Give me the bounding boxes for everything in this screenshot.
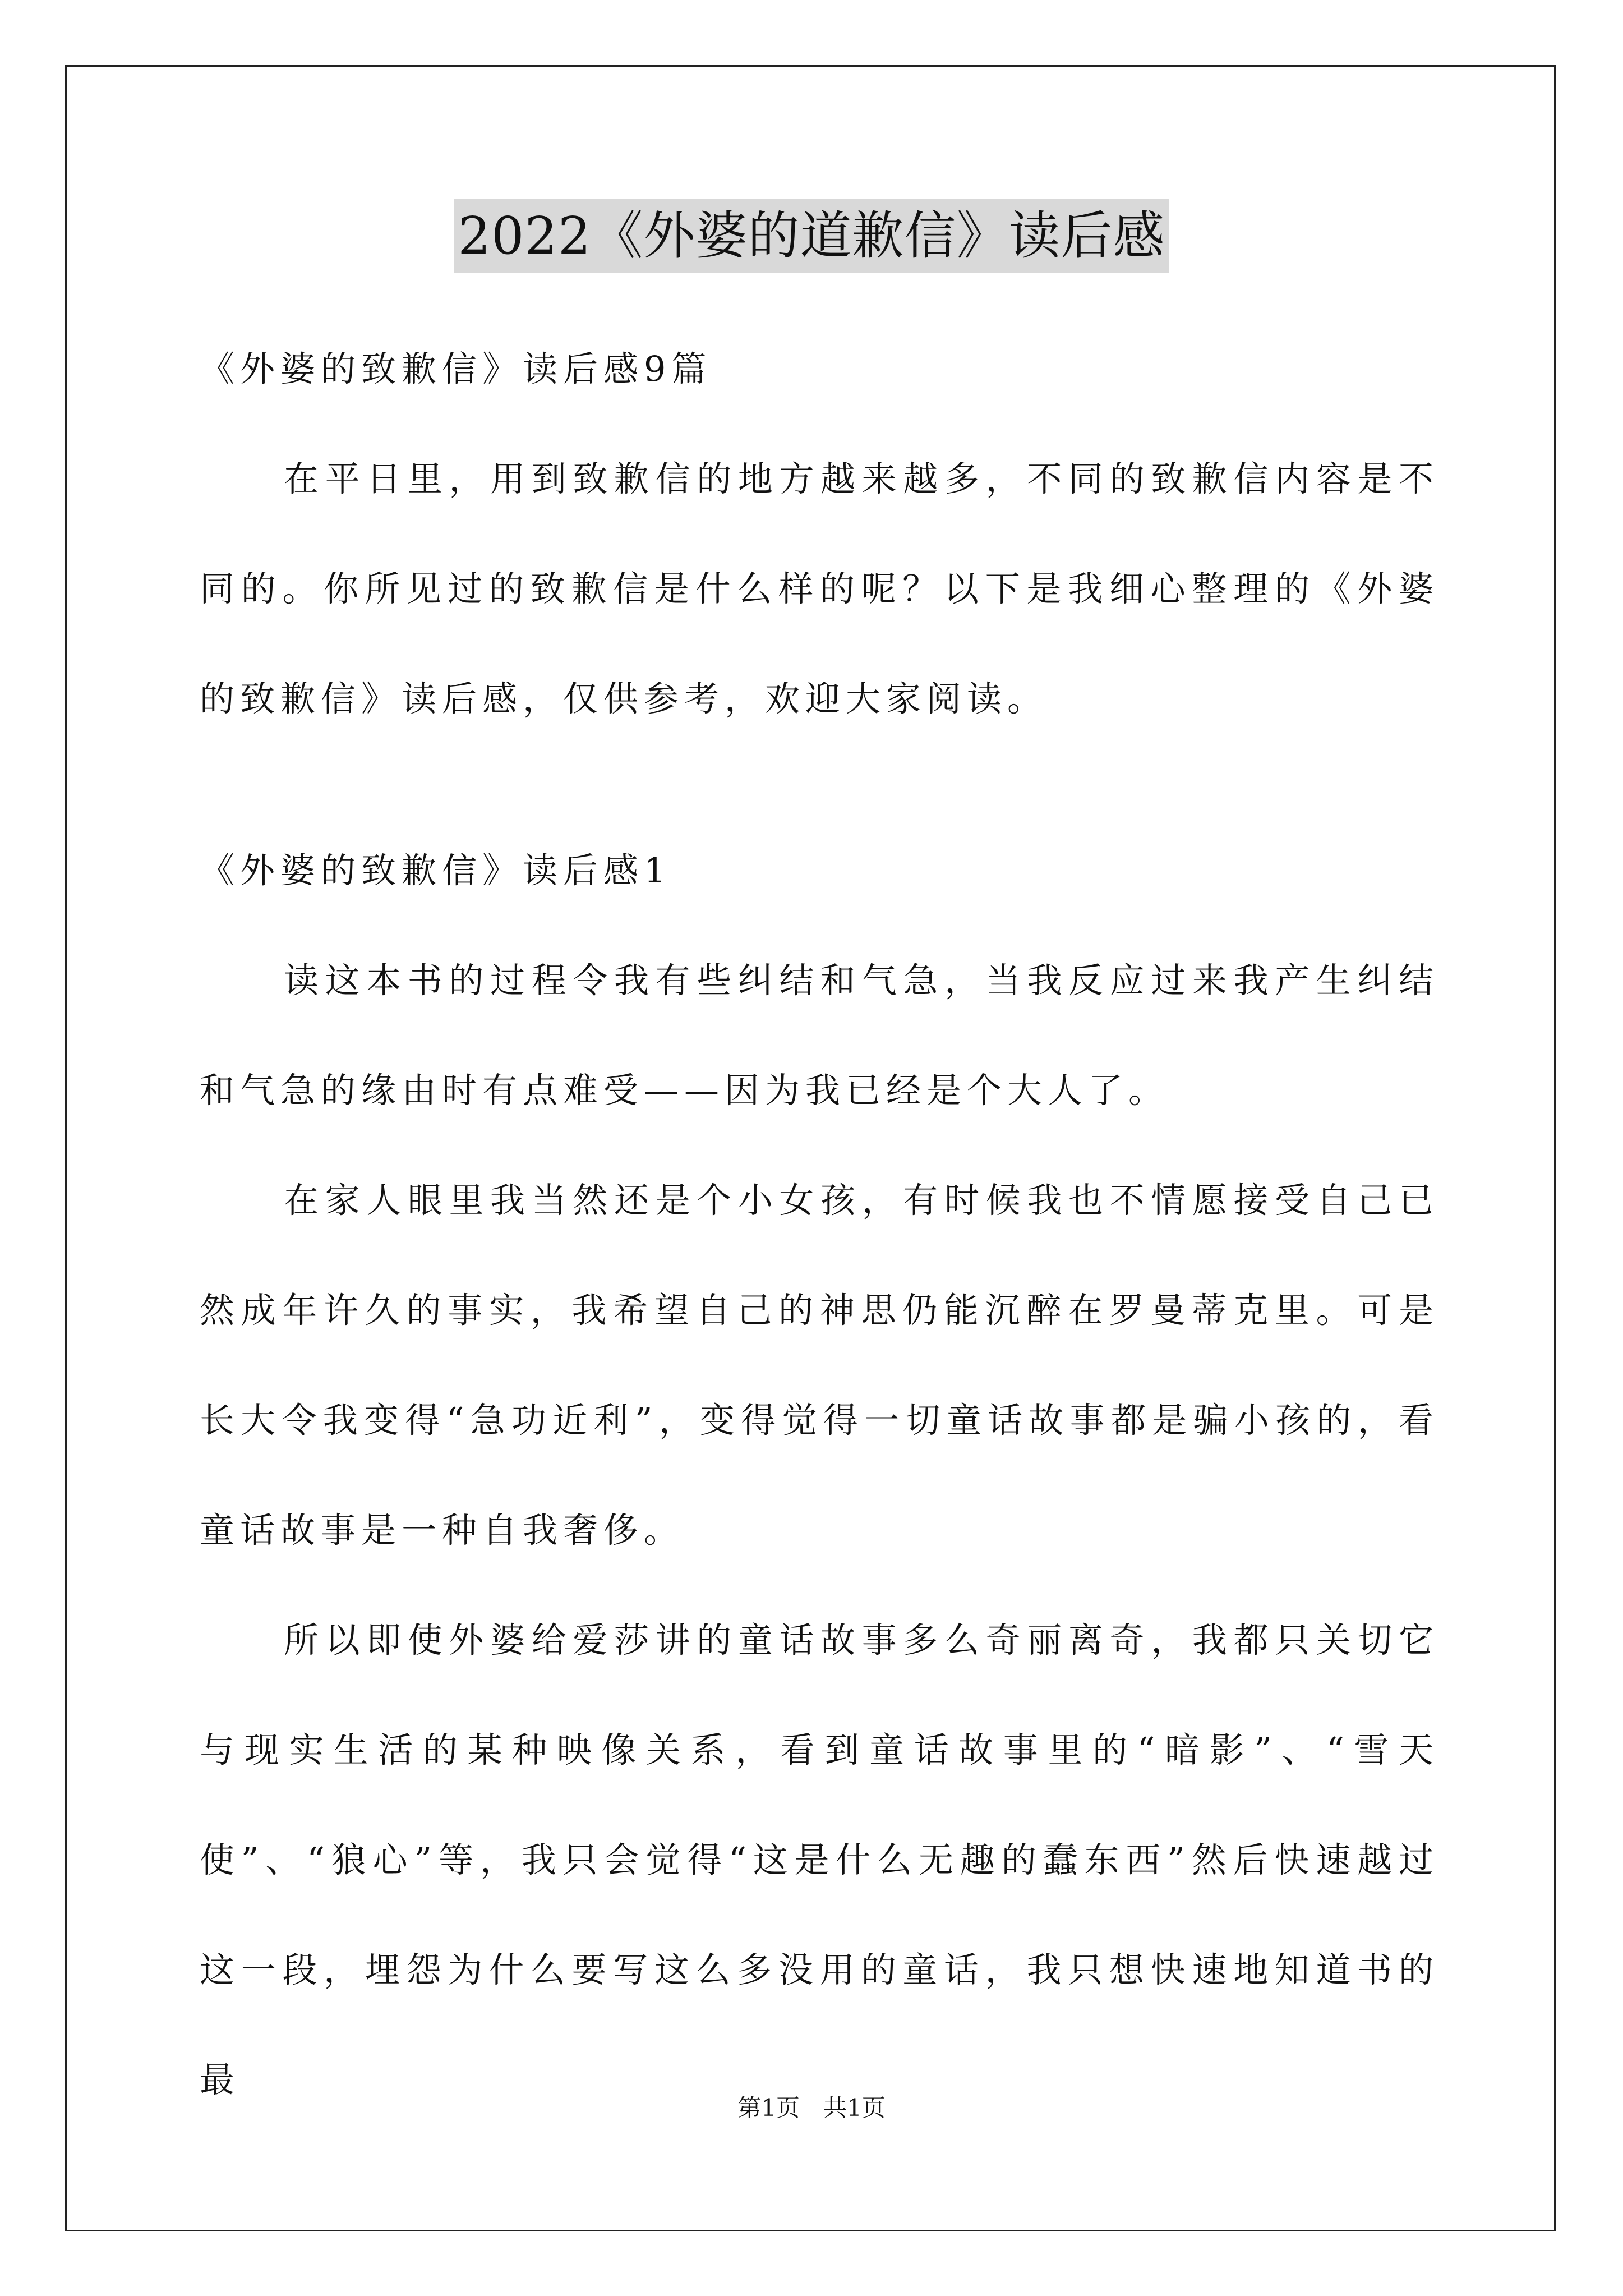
title-container (0, 199, 1623, 273)
body-paragraph: 读这本书的过程令我有些纠结和气急，当我反应过来我产生纠结和气急的缘由时有点难受——因为我已经是个大人了。 (200, 960, 1439, 1111)
body-paragraph: 在家人眼里我当然还是个小女孩，有时候我也不情愿接受自己已然成年许久的事实，我希望自己的神思仍能沉醉在罗曼蒂克里。可是长大令我变得“急功近利”，变得觉得一切童话故事都是骗小孩的，看童话故事是一种自我奢侈。 (200, 1180, 1439, 1550)
body-paragraph: 所以即使外婆给爱莎讲的童话故事多么奇丽离奇，我都只关切它与现实生活的某种映像关系，看到童话故事里的“暗影”、“雪天使”、“狼心”等，我只会觉得“这是什么无趣的蠢东西”然后快速越过这一段，埋怨为什么要写这么多没用的童话，我只想快速地知道书的最 (200, 1619, 1439, 2100)
collection-heading: 《外婆的致歉信》读后感9篇 (200, 348, 712, 389)
document-title: 2022《外婆的道歉信》读后感 (454, 199, 1168, 273)
document-body (200, 314, 1439, 2135)
intro-paragraph: 在平日里，用到致歉信的地方越来越多，不同的致歉信内容是不同的。你所见过的致歉信是什么样的呢？以下是我细心整理的《外婆的致歉信》读后感，仅供参考，欢迎大家阅读。 (200, 458, 1439, 719)
section-heading: 《外婆的致歉信》读后感1 (200, 850, 672, 891)
page-footer: 第1页 共1页 (737, 2094, 886, 2122)
